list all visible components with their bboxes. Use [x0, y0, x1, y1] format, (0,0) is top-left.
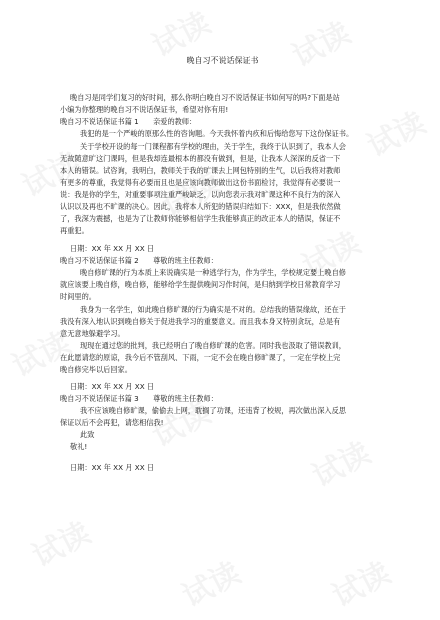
closing-line: 此致: [80, 430, 95, 439]
paragraph-line: 时间里的。: [60, 292, 96, 301]
paragraph-line: 再重犯。: [60, 226, 89, 235]
paragraph-line: 晚自修旷课的行为本质上来说确实是一种逃学行为，作为学生，学校规定要上晚自修: [80, 268, 346, 277]
paragraph-line: 关于学校开设的每一门课程都有学校的理由，关于学生，我终于认识到了，我本人会: [80, 142, 346, 151]
section-heading: 晚自习不说话保证书篇 2 尊敬的班主任教师：: [60, 256, 218, 265]
date-line: 日期：XX 年 XX 月 XX 日: [70, 463, 155, 472]
date-line: 日期：XX 年 XX 月 XX 日: [70, 382, 155, 391]
paragraph-line: 就应该要上晚自修，晚自修，能够给学生提供晚间习作时间，是归纳到学校日常教育学习: [60, 280, 341, 289]
intro-line: 小编为你整理的晚自习不说话保证书，希望对你有用!: [60, 105, 229, 114]
paragraph-line: 晚自修完毕以后回家。: [60, 365, 132, 374]
intro-line: 晚自习是同学们复习的好时间，那么你明白晚自习不说话保证书如何写的吗?下面是站: [70, 93, 340, 102]
document-title: 晚自习不说话保证书: [186, 56, 259, 65]
paragraph-line: 我身为一名学生，如此晚自修旷课的行为确实是不对的。总结我的错误缘故，还在于: [80, 305, 346, 314]
paragraph-line: 意无意地躲避学习。: [60, 329, 125, 338]
paragraph-line: 有更多的尊重，我觉得有必要而且也是应该向教师做出这份书面检讨，我觉得有必要说一: [60, 178, 341, 187]
closing-line: 敬礼!: [70, 442, 88, 451]
section-heading: 晚自习不说话保证书篇 1 亲爱的教师：: [60, 117, 197, 126]
paragraph-line: 我没有深入地认识到晚自修关于促进我学习的重要意义。而且我本身又特别贪玩，总是有: [60, 317, 341, 326]
paragraph-line: 认识以及再也不旷课的决心。因此，我将本人所犯的错误归结如下：XXX，但是我依然做: [60, 202, 341, 211]
paragraph-line: 现现在通过您的批判，我已经明白了晚自修旷课的危害。同时我也汲取了错误教训，: [80, 341, 346, 350]
paragraph-line: 说：我是你的学生，对重要事项注重严峻缺乏，以向您表示我对旷课这种不良行为的深入: [60, 190, 341, 199]
date-line: 日期：XX 年 XX 月 XX 日: [70, 244, 155, 253]
watermark: [23, 508, 97, 575]
paragraph-line: 我不应该晚自修旷课，偷偷去上网，耽搁了功课，还违背了校规，再次做出深入反思: [80, 406, 346, 415]
paragraph-line: 无故随意旷这门课吗，但是我却连最根本的都没有做到，但是，让我本人深深的反省一下: [60, 154, 341, 163]
paragraph-line: 保证以后不会再犯，请您相信我!: [60, 418, 164, 427]
section-heading: 晚自习不说话保证书篇 3 尊敬的班主任教师：: [60, 394, 218, 403]
watermark: [173, 548, 247, 615]
paragraph-line: 了，我深为震撼，也是为了让教师你能够相信学生我能够真正的改正本人的错误，保证不: [60, 214, 341, 223]
watermark: [323, 548, 397, 615]
paragraph-line: 我犯的是一个严峻的原那么性的咨询题。今天我怀着内疚和后悔给您写下这份保证书。: [80, 129, 354, 138]
paragraph-line: 在此愿请您的原谅，我今后不管刮风、下雨，一定不会在晚自修旷课了，一定在学校上完: [60, 353, 341, 362]
paragraph-line: 本人的错误。试咨询，我明白，教师关于我的旷课去上网包特别的生气，以后我将对教师: [60, 166, 341, 175]
